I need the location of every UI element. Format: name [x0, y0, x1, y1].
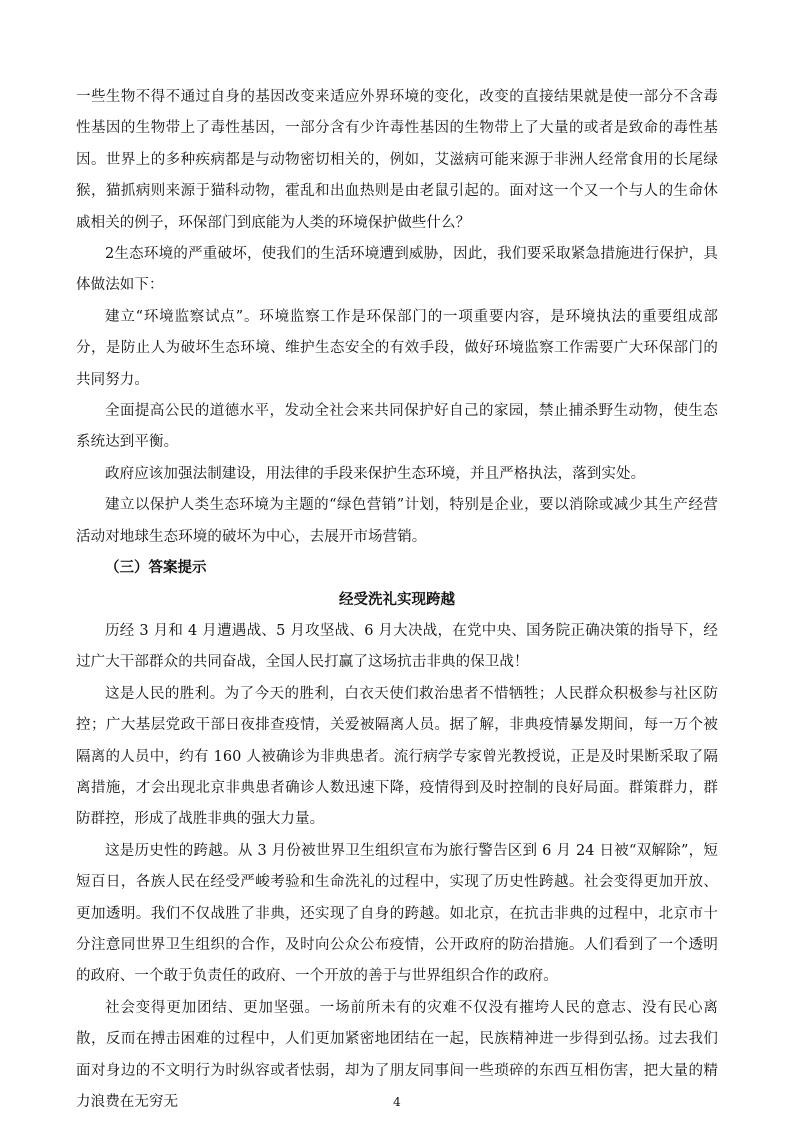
body-paragraph-measure-3: 政府应该加强法制建设，用法律的手段来保护生态环境，并且严格执法，落到实处。 [105, 465, 646, 482]
body-paragraph-measures-intro: 2生态环境的严重破坏，使我们的生活环境遭到威胁，因此，我们要采取紧急措施进行保护，具体做法如下： [76, 246, 718, 294]
body-paragraph-continuation: 一些生物不得不通过自身的基因改变来适应外界环境的变化，改变的直接结果就是使一部分不含毒性基因的生物带上了毒性基因，一部分含有少许毒性基因的生物带上了大量的或者是致命的毒性基因。世界上的多种疾病都是与动物密切相关的，例如，艾滋病可能来源于非洲人经常食用的长尾绿猴，猫抓病则来源于猫科动物，霍乱和出血热则是由老鼠引起的。面对这一个又一个与人的生命休戚相关的例子，环保部门到底能为人类的环境保护做些什么？ [76, 89, 718, 231]
page-number: 4 [393, 1095, 401, 1109]
document-page [76, 82, 718, 1118]
body-paragraph-measure-1: 建立“环境监察试点”。环境监察工作是环保部门的一项重要内容，是环境执法的重要组成部分，是防止人为破坏生态环境、维护生态安全的有效手段，做好环境监察工作需要广大环保部门的共同努力。 [76, 308, 718, 388]
section-heading: （三）答案提示 [105, 560, 207, 577]
essay-paragraph-1: 历经 3 月和 4 月遭遇战、5 月攻坚战、6 月大决战，在党中央、国务院正确决策的指导下，经过广大干部群众的共同奋战，全国人民打赢了这场抗击非典的保卫战！ [76, 622, 718, 671]
body-paragraph-measure-2: 全面提高公民的道德水平，发动全社会来共同保护好自己的家园，禁止捕杀野生动物，使生态系统达到平衡。 [76, 403, 718, 451]
essay-paragraph-4: 社会变得更加团结、更加坚强。一场前所未有的灾难不仅没有摧垮人民的意志、没有民心离散，反而在搏击困难的过程中，人们更加紧密地团结在一起，民族精神进一步得到弘扬。过去我们面对身边的不文明行为时纵容或者怯弱，却为了朋友同事间一些琐碎的东西互相伤害，把大量的精力浪费在无穷无 [76, 999, 718, 1110]
essay-paragraph-2: 这是人民的胜利。为了今天的胜利，白衣天使们救治患者不惜牺牲；人民群众积极参与社区防控；广大基层党政干部日夜排查疫情，关爱被隔离人员。据了解，非典疫情暴发期间，每一万个被隔离的人员中，约有 160 人被确诊为非典患者。流行病学专家曾光教授说，正是及时果断采取了隔离措施，才会出现北京非典患者确诊人数迅速下降，疫情得到及时控制的良好局面。群策群力，群防群控，形成了战胜非典的强大力量。 [76, 685, 718, 828]
essay-title: 经受洗礼实现跨越 [339, 591, 455, 608]
body-paragraph-measure-4: 建立以保护人类生态环境为主题的“绿色营销”计划，特别是企业，要以消除或减少其生产经营活动对地球生态环境的破坏为中心，去展开市场营销。 [76, 497, 718, 545]
essay-paragraph-3: 这是历史性的跨越。从 3 月份被世界卫生组织宣布为旅行警告区到 6 月 24 日被“双解除”，短短百日，各族人民在经受严峻考验和生命洗礼的过程中，实现了历史性跨越。社会变得更加开放、更加透明。我们不仅战胜了非典，还实现了自身的跨越。如北京，在抗击非典的过程中，北京市十分注意同世界卫生组织的合作，及时向公众公布疫情，公开政府的防治措施。人们看到了一个透明的政府、一个敢于负责任的政府、一个开放的善于与世界组织合作的政府。 [76, 842, 718, 985]
